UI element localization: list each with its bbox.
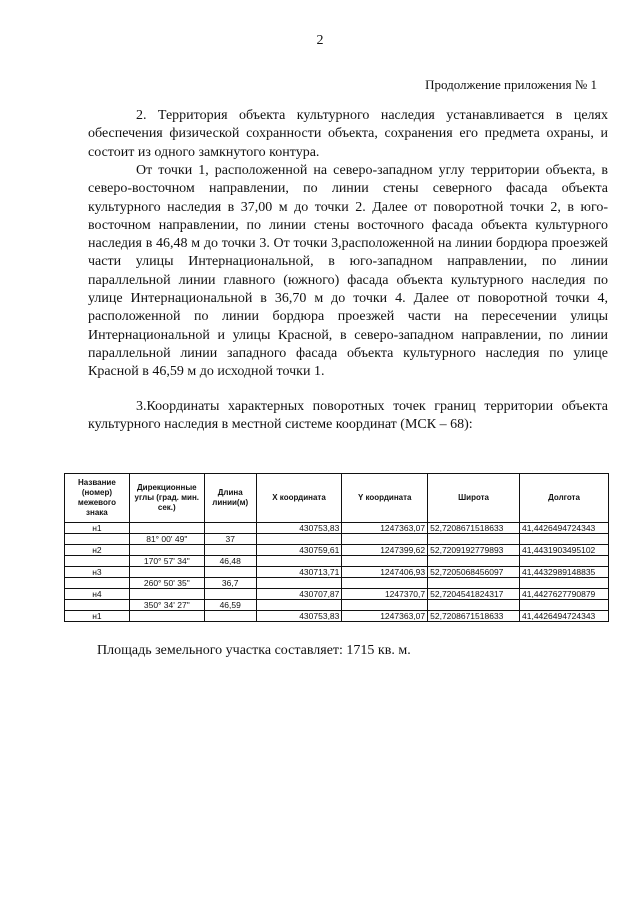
cell-line-length: 46,59	[204, 600, 256, 611]
cell-line-length	[204, 589, 256, 600]
page-number: 2	[316, 33, 324, 48]
cell-direction-angle: 81° 00' 49"	[129, 534, 204, 545]
cell-line-length	[204, 567, 256, 578]
cell-y-coordinate: 1247363,07	[342, 523, 428, 534]
cell-line-length	[204, 523, 256, 534]
cell-y-coordinate	[342, 556, 428, 567]
cell-mark-name	[65, 578, 130, 589]
header-latitude: Широта	[428, 474, 520, 523]
cell-x-coordinate: 430713,71	[256, 567, 342, 578]
cell-mark-name: н2	[65, 545, 130, 556]
cell-x-coordinate: 430753,83	[256, 611, 342, 622]
header-y-coordinate: Y координата	[342, 474, 428, 523]
cell-line-length: 37	[204, 534, 256, 545]
table-header-row	[65, 474, 609, 523]
cell-latitude: 52,7205068456097	[428, 567, 520, 578]
cell-x-coordinate: 430707,87	[256, 589, 342, 600]
cell-y-coordinate	[342, 534, 428, 545]
cell-y-coordinate	[342, 600, 428, 611]
header-direction-angle: Дирекционные углы (град. мин. сек.)	[129, 474, 204, 523]
paragraph-territory: 2. Территория объекта культурного наследия устанавливается в целях обеспечения физической сохранности объекта, сохранения его предмета охраны, и состоит из одного замкнутого контура.	[88, 108, 608, 160]
cell-direction-angle	[129, 545, 204, 556]
cell-y-coordinate: 1247399,62	[342, 545, 428, 556]
cell-latitude	[428, 600, 520, 611]
cell-x-coordinate	[256, 600, 342, 611]
cell-longitude	[520, 556, 609, 567]
cell-line-length: 46,48	[204, 556, 256, 567]
table-row	[65, 567, 609, 578]
cell-direction-angle: 170° 57' 34"	[129, 556, 204, 567]
cell-y-coordinate: 1247370,7	[342, 589, 428, 600]
cell-x-coordinate: 430753,83	[256, 523, 342, 534]
cell-direction-angle	[129, 611, 204, 622]
cell-x-coordinate	[256, 578, 342, 589]
cell-direction-angle: 260° 50' 35"	[129, 578, 204, 589]
table-row	[65, 545, 609, 556]
cell-y-coordinate: 1247406,93	[342, 567, 428, 578]
header-line-length: Длина линии(м)	[204, 474, 256, 523]
table-row	[65, 523, 609, 534]
cell-latitude: 52,7208671518633	[428, 523, 520, 534]
table-row	[65, 534, 609, 545]
cell-y-coordinate	[342, 578, 428, 589]
cell-direction-angle	[129, 589, 204, 600]
cell-y-coordinate: 1247363,07	[342, 611, 428, 622]
cell-x-coordinate: 430759,61	[256, 545, 342, 556]
cell-direction-angle: 350° 34' 27"	[129, 600, 204, 611]
cell-mark-name: н1	[65, 523, 130, 534]
cell-longitude: 41,4431903495102	[520, 545, 609, 556]
cell-mark-name	[65, 534, 130, 545]
appendix-note: Продолжение приложения № 1	[425, 77, 597, 92]
table-row	[65, 611, 609, 622]
cell-mark-name: н1	[65, 611, 130, 622]
coordinates-table	[64, 473, 609, 622]
cell-longitude	[520, 600, 609, 611]
cell-longitude	[520, 534, 609, 545]
cell-latitude: 52,7209192779893	[428, 545, 520, 556]
cell-longitude: 41,4427627790879	[520, 589, 609, 600]
cell-direction-angle	[129, 567, 204, 578]
cell-line-length	[204, 611, 256, 622]
cell-mark-name: н4	[65, 589, 130, 600]
cell-mark-name	[65, 600, 130, 611]
cell-x-coordinate	[256, 556, 342, 567]
table-row	[65, 589, 609, 600]
cell-longitude: 41,4432989148835	[520, 567, 609, 578]
cell-direction-angle	[129, 523, 204, 534]
header-x-coordinate: Х координата	[256, 474, 342, 523]
cell-mark-name	[65, 556, 130, 567]
table-row	[65, 578, 609, 589]
cell-latitude	[428, 534, 520, 545]
cell-line-length	[204, 545, 256, 556]
table-row	[65, 600, 609, 611]
cell-longitude: 41,4426494724343	[520, 611, 609, 622]
cell-latitude	[428, 578, 520, 589]
cell-mark-name: н3	[65, 567, 130, 578]
cell-longitude	[520, 578, 609, 589]
cell-x-coordinate	[256, 534, 342, 545]
table-row	[65, 556, 609, 567]
header-mark-name: Название (номер) межевого знака	[65, 474, 130, 523]
cell-line-length: 36,7	[204, 578, 256, 589]
land-area-statement: Площадь земельного участка составляет: 1715 кв. м.	[97, 643, 411, 658]
cell-longitude: 41,4426494724343	[520, 523, 609, 534]
cell-latitude: 52,7204541824317	[428, 589, 520, 600]
paragraph-coordinates-intro: 3.Координаты характерных поворотных точек границ территории объекта культурного наследия в местной системе координат (МСК – 68):	[88, 399, 608, 433]
paragraph-boundary-description: От точки 1, расположенной на северо-западном углу территории объекта, в северо-восточном направлении, по линии стены северного фасада объекта культурного наследия в 37,00 м до точки 2. Далее от поворотной точки 2, в юго-восточном направлении, по линии стены восточного фасада объекта культурного наследия в 46,48 м до точки 3. От точки 3,расположенной на линии бордюра проезжей части улицы Интернациональной, в юго-западном направлении, по линии параллельной линии главного (южного) фасада объекта культурного наследия по улице Интернациональной в 36,70 м до точки 4. Далее от поворотной точки 4, расположенной по линии бордюра проезжей части на пересечении улицы Интернациональной и улицы Красной, в северо-западном направлении, по линии параллельной линии западного фасада объекта культурного наследия по улице Красной в 46,59 м до исходной точки 1.	[88, 163, 608, 380]
cell-latitude	[428, 556, 520, 567]
cell-latitude: 52,7208671518633	[428, 611, 520, 622]
header-longitude: Долгота	[520, 474, 609, 523]
